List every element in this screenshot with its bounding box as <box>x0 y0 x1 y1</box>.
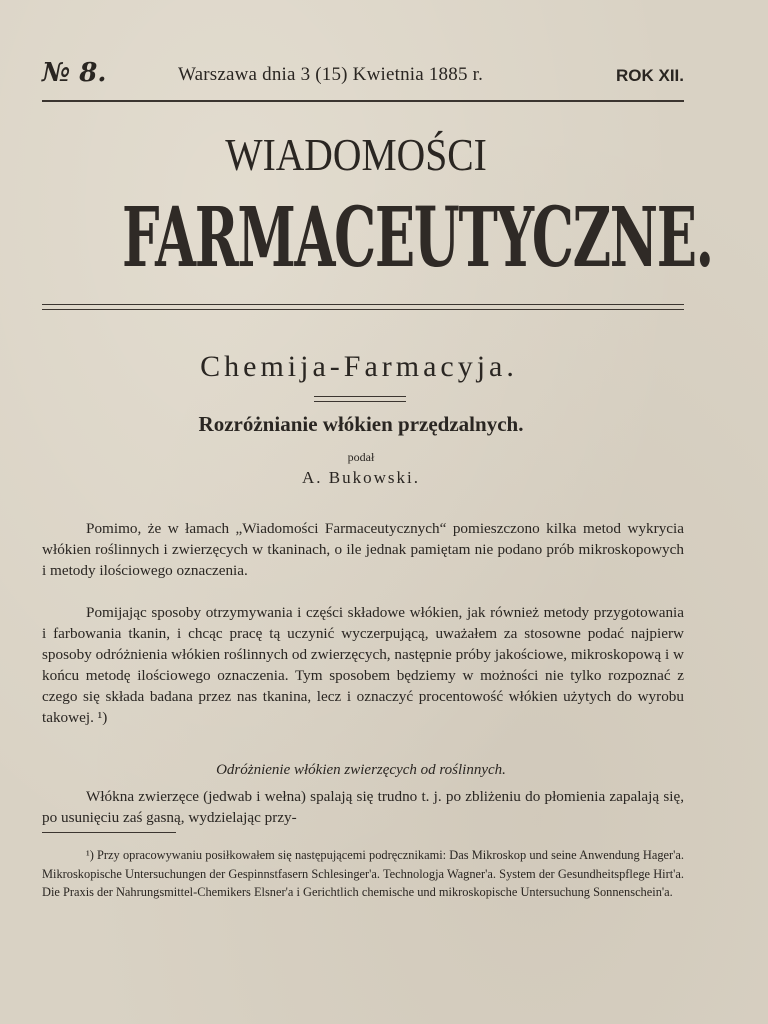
issue-header <box>42 58 684 92</box>
masthead-rule-bottom <box>42 309 684 310</box>
masthead-line2: FARMACEUTYCZNE. <box>122 188 713 286</box>
issue-year: ROK XII. <box>615 66 684 85</box>
footnote-rule <box>42 832 176 833</box>
article-paragraph-3: Włókna zwierzęce (jedwab i wełna) spalają się trudno t. j. po zbliżeniu do płomienia zapalają się, po usunięciu zaś gasną, wydzielając przy- <box>42 788 684 826</box>
section-rule-bottom <box>314 401 406 402</box>
footnote: ¹) Przy opracowywaniu posiłkowałem się następującemi podręcznikami: Das Mikroskop und seine Anwendung Hager'a. Mikroskopische Untersuchungen der Gespinnstfasern Schlesinger'a. Technologja Wagner'a. System der Gesundheitspflege Hirt'a. Die Praxis der Nahrungsmittel-Chemikers Elsner'a i Gerichtlich chemische und mikroskopische Untersuchung Sonnenschein'a. <box>42 848 684 899</box>
article-paragraph-2: Pomijając sposoby otrzymywania i części składowe włókien, jak również metody przygotowania i farbowania tkanin, i chcąc pracę tą uczynić wyczerpującą, uważałem za stosowne podać najpierw sposoby odróżnienia włókien roślinnych od zwierzęcych, następnie próby jakościowe, mikroskopową i w końcu metodę ilościowego oznaczenia. Tym sposobem będziemy w możności nie tylko rozpoznać z czego się składa badana przez nas tkanina, lecz i oznaczyć procentowość włókien użytych do wyrobu takowej. ¹) <box>42 604 684 726</box>
issue-number: № 8. <box>42 58 107 88</box>
masthead-rule-top <box>42 304 684 305</box>
article-subheading: Odróżnienie włókien zwierzęcych od roślinnych. <box>216 762 506 778</box>
section-title: Chemija-Farmacyja. <box>200 350 518 383</box>
masthead-line1: WIADOMOŚCI <box>225 129 487 180</box>
article-title: Rozróżnianie włókien przędzalnych. <box>198 412 524 436</box>
issue-date: Warszawa dnia 3 (15) Kwietnia 1885 r. <box>178 64 484 85</box>
section-rule-top <box>314 396 406 397</box>
header-rule <box>42 100 684 102</box>
byline-label: podał <box>347 450 375 464</box>
article-author: A. Bukowski. <box>302 468 420 487</box>
article-paragraph-1: Pomimo, że w łamach „Wiadomości Farmaceutycznych“ pomieszczono kilka metod wykrycia włókien roślinnych i zwierzęcych w tkaninach, o ile jednak pamiętam nie podano prób mikroskopowych i metody ilościowego oznaczenia. <box>42 520 684 579</box>
